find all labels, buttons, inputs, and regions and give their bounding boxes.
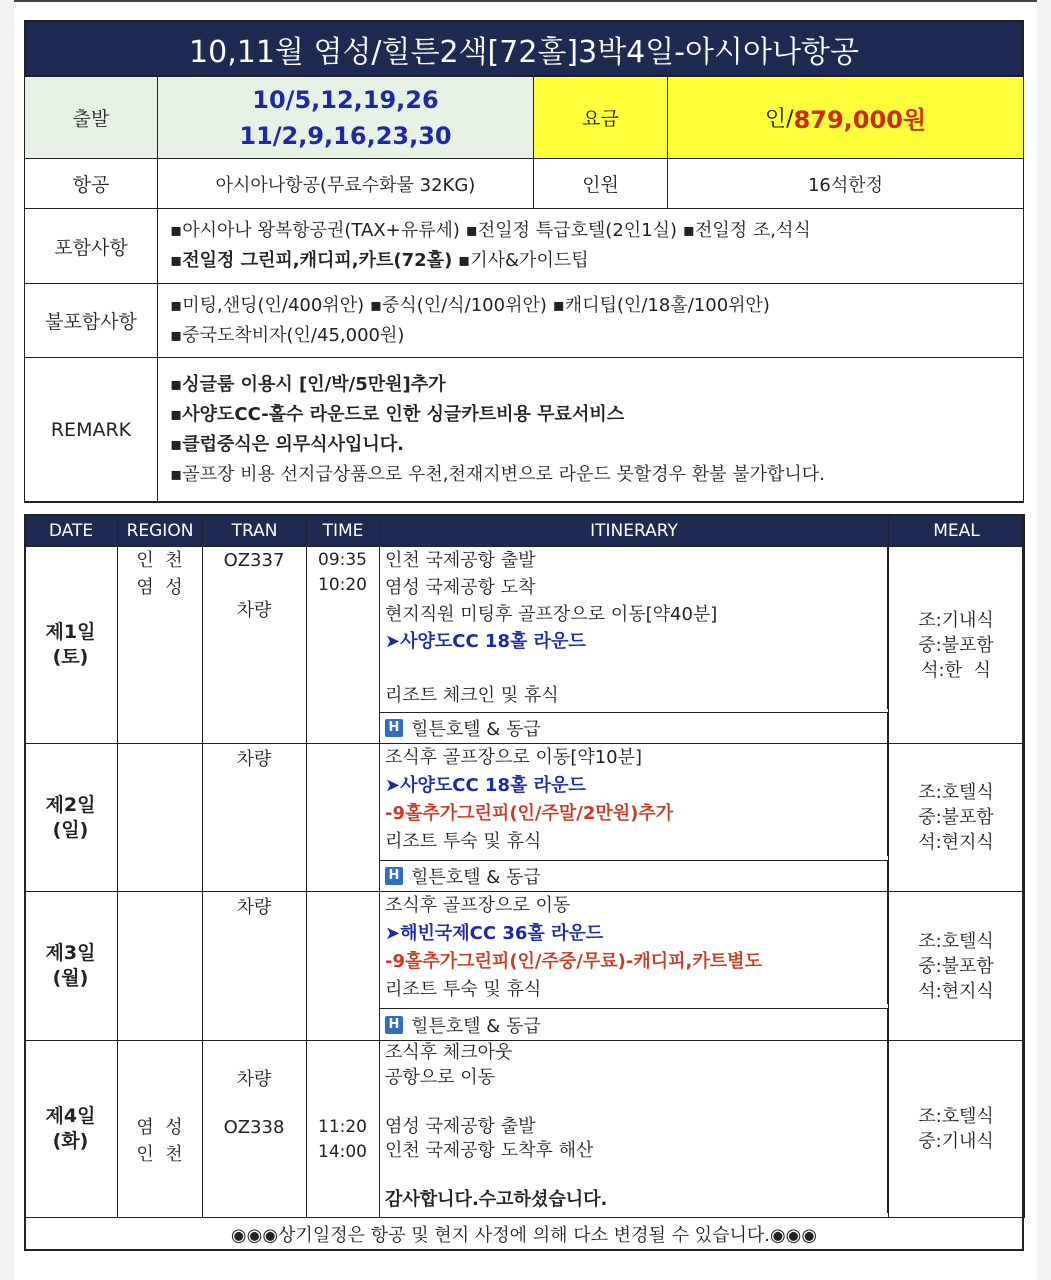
time-text: 11:20 [318,1117,367,1137]
header-time: TIME [306,514,380,547]
itinerary-lines [379,744,888,856]
meal-cell [888,891,1024,1041]
region-text: 인 천 [136,1144,183,1165]
day-cell-time [306,891,380,1041]
header-tran: TRAN [202,514,307,547]
region-text: 염 성 [136,577,183,598]
remark-line: ▪골프장 비용 선지급상품으로 우천,천재지변으로 라운드 못할경우 환불 불가합니다. [170,463,825,485]
included-line: ▪전일정 그린피,캐디피,카트(72홀) [170,250,453,271]
itinerary-line: 현지직원 미팅후 골프장으로 이동[약40분] [385,604,718,625]
price [667,76,1024,159]
remark-label: REMARK [24,357,158,503]
itinerary-lines [379,892,888,1004]
hotel-row [379,860,888,892]
excluded-label: 불포함사항 [24,283,158,358]
itinerary-line: ➤사양도CC 18홀 라운드 [385,631,586,652]
price-label: 요금 [533,76,668,159]
header-itinerary: ITINERARY [379,514,889,547]
hotel-row [379,1008,888,1041]
meal-text: 조:호텔식 [918,782,994,803]
day-cell-region [117,891,203,1041]
hotel-name: 힐튼호텔 & 동급 [411,867,541,888]
meal-cell [888,743,1024,892]
day-label [24,1040,117,1218]
meal-text: 조:호텔식 [918,930,994,952]
meal-text: 중:불포함 [918,634,994,656]
region-text: 인 천 [136,550,183,571]
day-label [24,743,117,892]
itinerary-line: 인천 국제공항 출발 [385,550,536,571]
remark-items [157,357,1024,503]
day-date-text: 제3일 [45,942,96,964]
day-label [24,546,117,744]
day-cell-time [306,743,380,892]
transport-text: OZ337 [223,550,285,571]
transport-text: 차량 [236,1069,272,1090]
itinerary-line: ➤해빈국제CC 36홀 라운드 [385,923,604,944]
itinerary-line: 염성 국제공항 출발 [385,1115,536,1137]
transport-text: 차량 [236,897,272,918]
meal-text: 조:호텔식 [918,1106,994,1127]
day-date-text: 제2일 [45,793,96,816]
day-date-text: 제4일 [45,1105,96,1127]
depart-label: 출발 [24,76,158,159]
people-label: 인원 [533,158,668,209]
day-date-text: 제1일 [45,621,96,643]
day-date-text: (토) [52,646,89,668]
itinerary-line: 조식후 골프장으로 이동[약10분] [385,747,643,768]
excluded-line: ▪중국도착비자(인/45,000원) [170,324,405,346]
day-cell-region [117,743,203,892]
itinerary-line [385,1090,887,1115]
header-meal: MEAL [888,514,1025,547]
included-line: ▪기사&가이드팁 [458,250,589,271]
remark-line: ▪클럽중식은 의무식사입니다. [170,433,404,455]
meal-cell [888,1040,1024,1218]
document-title: 10,11월 염성/힐튼2색[72홀]3박4일-아시아나항공 [24,20,1024,77]
meal-text: 석:한 식 [921,659,991,681]
depart-dates-nov: 11/2,9,16,23,30 [239,121,452,150]
itinerary-line: 리조트 투숙 및 휴식 [385,831,542,852]
itinerary-lines [379,1041,888,1213]
airline-label: 항공 [24,158,158,209]
day-cell-tran [202,546,307,744]
included-line: ▪아시아나 왕복항공권(TAX+유류세) ▪전일정 특급호텔(2인1실) ▪전일정 조,석식 [170,220,811,241]
depart-dates-oct: 10/5,12,19,26 [252,85,439,114]
hotel-icon: H [385,867,403,885]
itinerary-line: ➤사양도CC 18홀 라운드 [385,775,586,796]
remark-line: ▪싱글룸 이용시 [인/박/5만원]추가 [170,373,446,395]
included-label: 포함사항 [24,208,158,284]
day-label [24,891,117,1041]
footer-notice: ◉◉◉상기일정은 항공 및 현지 사정에 의해 다소 변경될 수 있습니다.◉◉◉ [24,1217,1024,1251]
airline-value: 아시아나항공(무료수화물 32KG) [157,158,534,209]
included-items [157,208,1024,284]
meal-text: 석:현지식 [918,832,994,853]
day-date-text: (월) [52,967,89,989]
itinerary-line: -9홀추가그린피(인/주중/무료)-캐디피,카트별도 [385,951,762,972]
itinerary-line: 공항으로 이동 [385,1066,496,1088]
hotel-icon: H [385,1016,403,1034]
remark-line: ▪사양도CC-홀수 라운드로 인한 싱글카트비용 무료서비스 [170,403,625,425]
excluded-items [157,283,1024,358]
itinerary-line: -9홀추가그린피(인/주말/2만원)추가 [385,803,674,824]
itinerary-line: 염성 국제공항 도착 [385,577,536,598]
hotel-name: 힐튼호텔 & 동급 [411,719,541,740]
meal-text: 석:현지식 [918,980,994,1002]
meal-text: 조:기내식 [918,609,994,631]
time-text: 14:00 [318,1142,367,1162]
itinerary-line: 감사합니다.수고하셨습니다. [385,1189,608,1210]
itinerary-line: 리조트 투숙 및 휴식 [385,979,542,1000]
transport-text: 차량 [236,749,272,770]
day-date-text: (화) [52,1130,89,1152]
transport-text: 차량 [236,600,272,621]
meal-cell [888,546,1024,744]
transport-text: OZ338 [223,1117,285,1138]
depart-dates [157,76,534,159]
meal-text: 중:불포함 [918,807,994,828]
region-text: 염 성 [136,1117,183,1138]
price-value: 879,000원 [793,106,927,134]
header-date: DATE [24,514,118,547]
itinerary-line: 조식후 체크아웃 [385,1042,513,1063]
time-text: 09:35 [318,550,367,570]
itinerary-line: 리조트 체크인 및 휴식 [385,685,559,706]
people-value: 16석한정 [667,158,1024,209]
itinerary-line: 인천 국제공항 도착후 해산 [385,1140,594,1161]
price-prefix: 인/ [764,107,794,132]
meal-text: 중:기내식 [918,1131,994,1152]
meal-text: 중:불포함 [918,955,994,977]
itinerary-line [385,655,887,682]
itinerary-lines [379,547,888,709]
header-region: REGION [117,514,203,547]
hotel-icon: H [385,719,403,737]
hotel-name: 힐튼호텔 & 동급 [411,1015,541,1037]
excluded-line: ▪미팅,샌딩(인/400위안) ▪중식(인/식/100위안) ▪캐디팁(인/18홀/100위안) [170,294,770,316]
time-text: 10:20 [318,575,367,595]
itinerary-line: 조식후 골프장으로 이동 [385,895,571,916]
day-date-text: (일) [52,818,89,841]
hotel-row [379,712,888,744]
itinerary-line [385,1164,887,1189]
